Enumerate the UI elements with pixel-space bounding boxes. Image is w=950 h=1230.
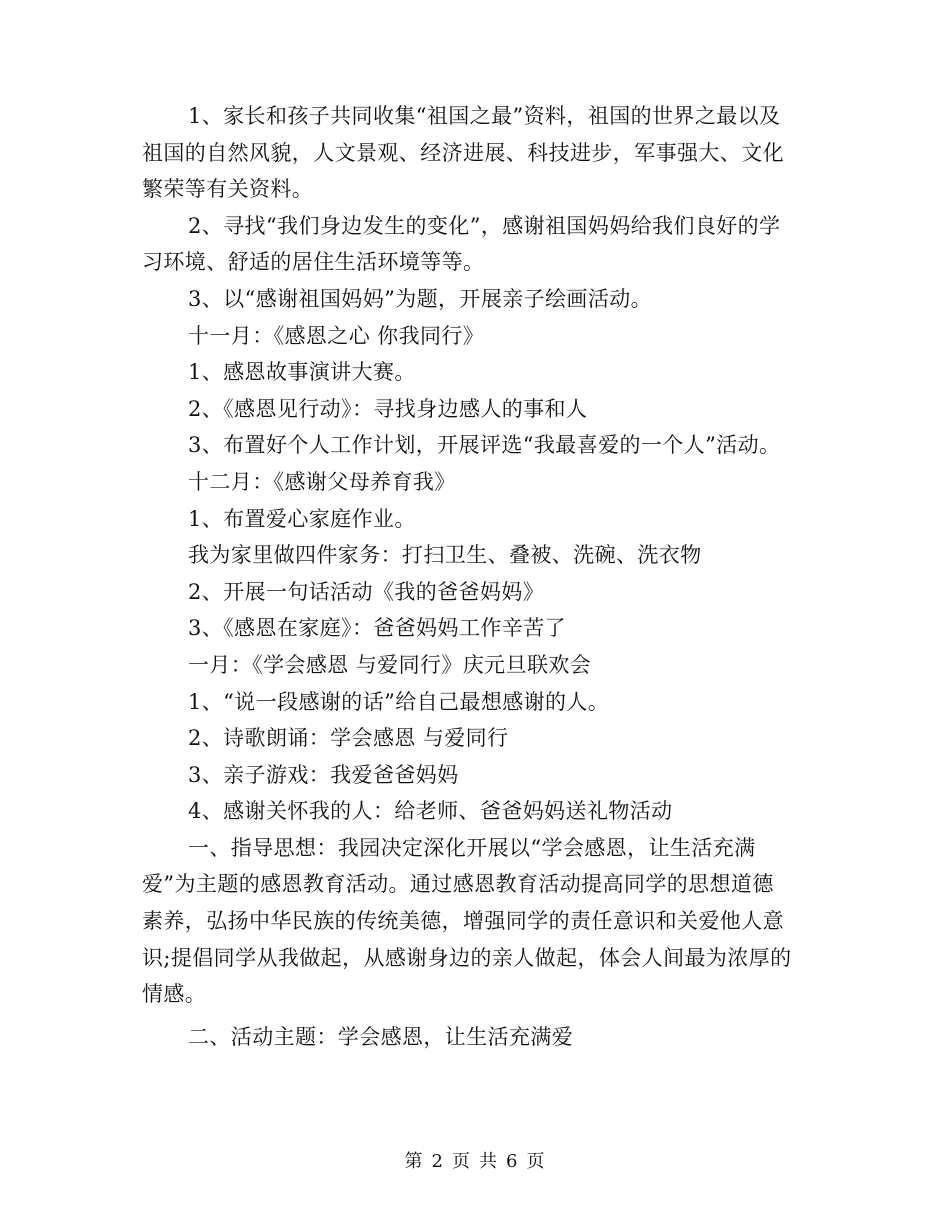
paragraph-line: 4、感谢关怀我的人：给老师、爸爸妈妈送礼物活动 <box>188 799 673 824</box>
paragraph-line: 3、《感恩在家庭》：爸爸妈妈工作辛苦了 <box>188 616 566 641</box>
section-heading-january: 一月：《学会感恩 与爱同行》庆元旦联欢会 <box>188 652 592 677</box>
footer-label-unit2: 页 <box>526 1151 546 1172</box>
page-footer <box>0 1147 950 1173</box>
paragraph-line: 爱”为主题的感恩教育活动。通过感恩教育活动提高同学的思想道德 <box>142 872 774 897</box>
section-heading-theme: 二、活动主题：学会感恩，让生活充满爱 <box>188 1024 574 1049</box>
paragraph-line: 2、寻找“我们身边发生的变化”，感谢祖国妈妈给我们良好的学 <box>188 213 781 238</box>
paragraph-line: 1、感恩故事演讲大赛。 <box>188 360 416 385</box>
section-heading-december: 十二月：《感谢父母养育我》 <box>188 469 456 494</box>
paragraph-line: 识;提倡同学从我做起，从感谢身边的亲人做起，体会人间最为浓厚的 <box>142 945 792 970</box>
footer-label-page: 第 <box>404 1151 424 1172</box>
paragraph-line: 1、“说一段感谢的话”给自己最想感谢的人。 <box>188 689 610 714</box>
paragraph-line: 2、开展一句话活动《我的爸爸妈妈》 <box>188 579 545 604</box>
paragraph-line: 情感。 <box>142 982 207 1007</box>
paragraph-line: 3、布置好个人工作计划，开展评选“我最喜爱的一个人”活动。 <box>188 433 781 458</box>
paragraph-line: 1、家长和孩子共同收集“祖国之最”资料，祖国的世界之最以及 <box>188 104 781 128</box>
paragraph-line: 繁荣等有关资料。 <box>142 177 314 202</box>
paragraph-line: 2、诗歌朗诵：学会感恩 与爱同行 <box>188 726 509 751</box>
footer-total-pages: 6 <box>506 1151 519 1172</box>
section-heading-november: 十一月：《感恩之心 你我同行》 <box>188 323 485 348</box>
paragraph-line: 我为家里做四件家务：打扫卫生、叠被、洗碗、洗衣物 <box>188 543 702 568</box>
paragraph-line: 习环境、舒适的居住生活环境等等。 <box>142 250 485 275</box>
paragraph-line: 1、布置爱心家庭作业。 <box>188 506 416 531</box>
paragraph-line: 3、亲子游戏：我爱爸爸妈妈 <box>188 762 459 787</box>
paragraph-line: 2、《感恩见行动》：寻找身边感人的事和人 <box>188 396 588 421</box>
paragraph-line: 素养，弘扬中华民族的传统美德，增强同学的责任意识和关爱他人意 <box>142 909 784 934</box>
paragraph-line: 3、以“感谢祖国妈妈”为题，开展亲子绘画活动。 <box>188 286 653 311</box>
section-heading-guiding-idea: 一、指导思想：我园决定深化开展以“学会感恩，让生活充满 <box>188 835 756 860</box>
footer-current-page: 2 <box>431 1151 444 1172</box>
paragraph-line: 祖国的自然风貌，人文景观、经济进展、科技进步，军事强大、文化 <box>142 140 784 165</box>
footer-label-total: 共 <box>479 1151 498 1172</box>
document-body <box>142 98 812 1055</box>
footer-label-unit: 页 <box>452 1151 471 1172</box>
